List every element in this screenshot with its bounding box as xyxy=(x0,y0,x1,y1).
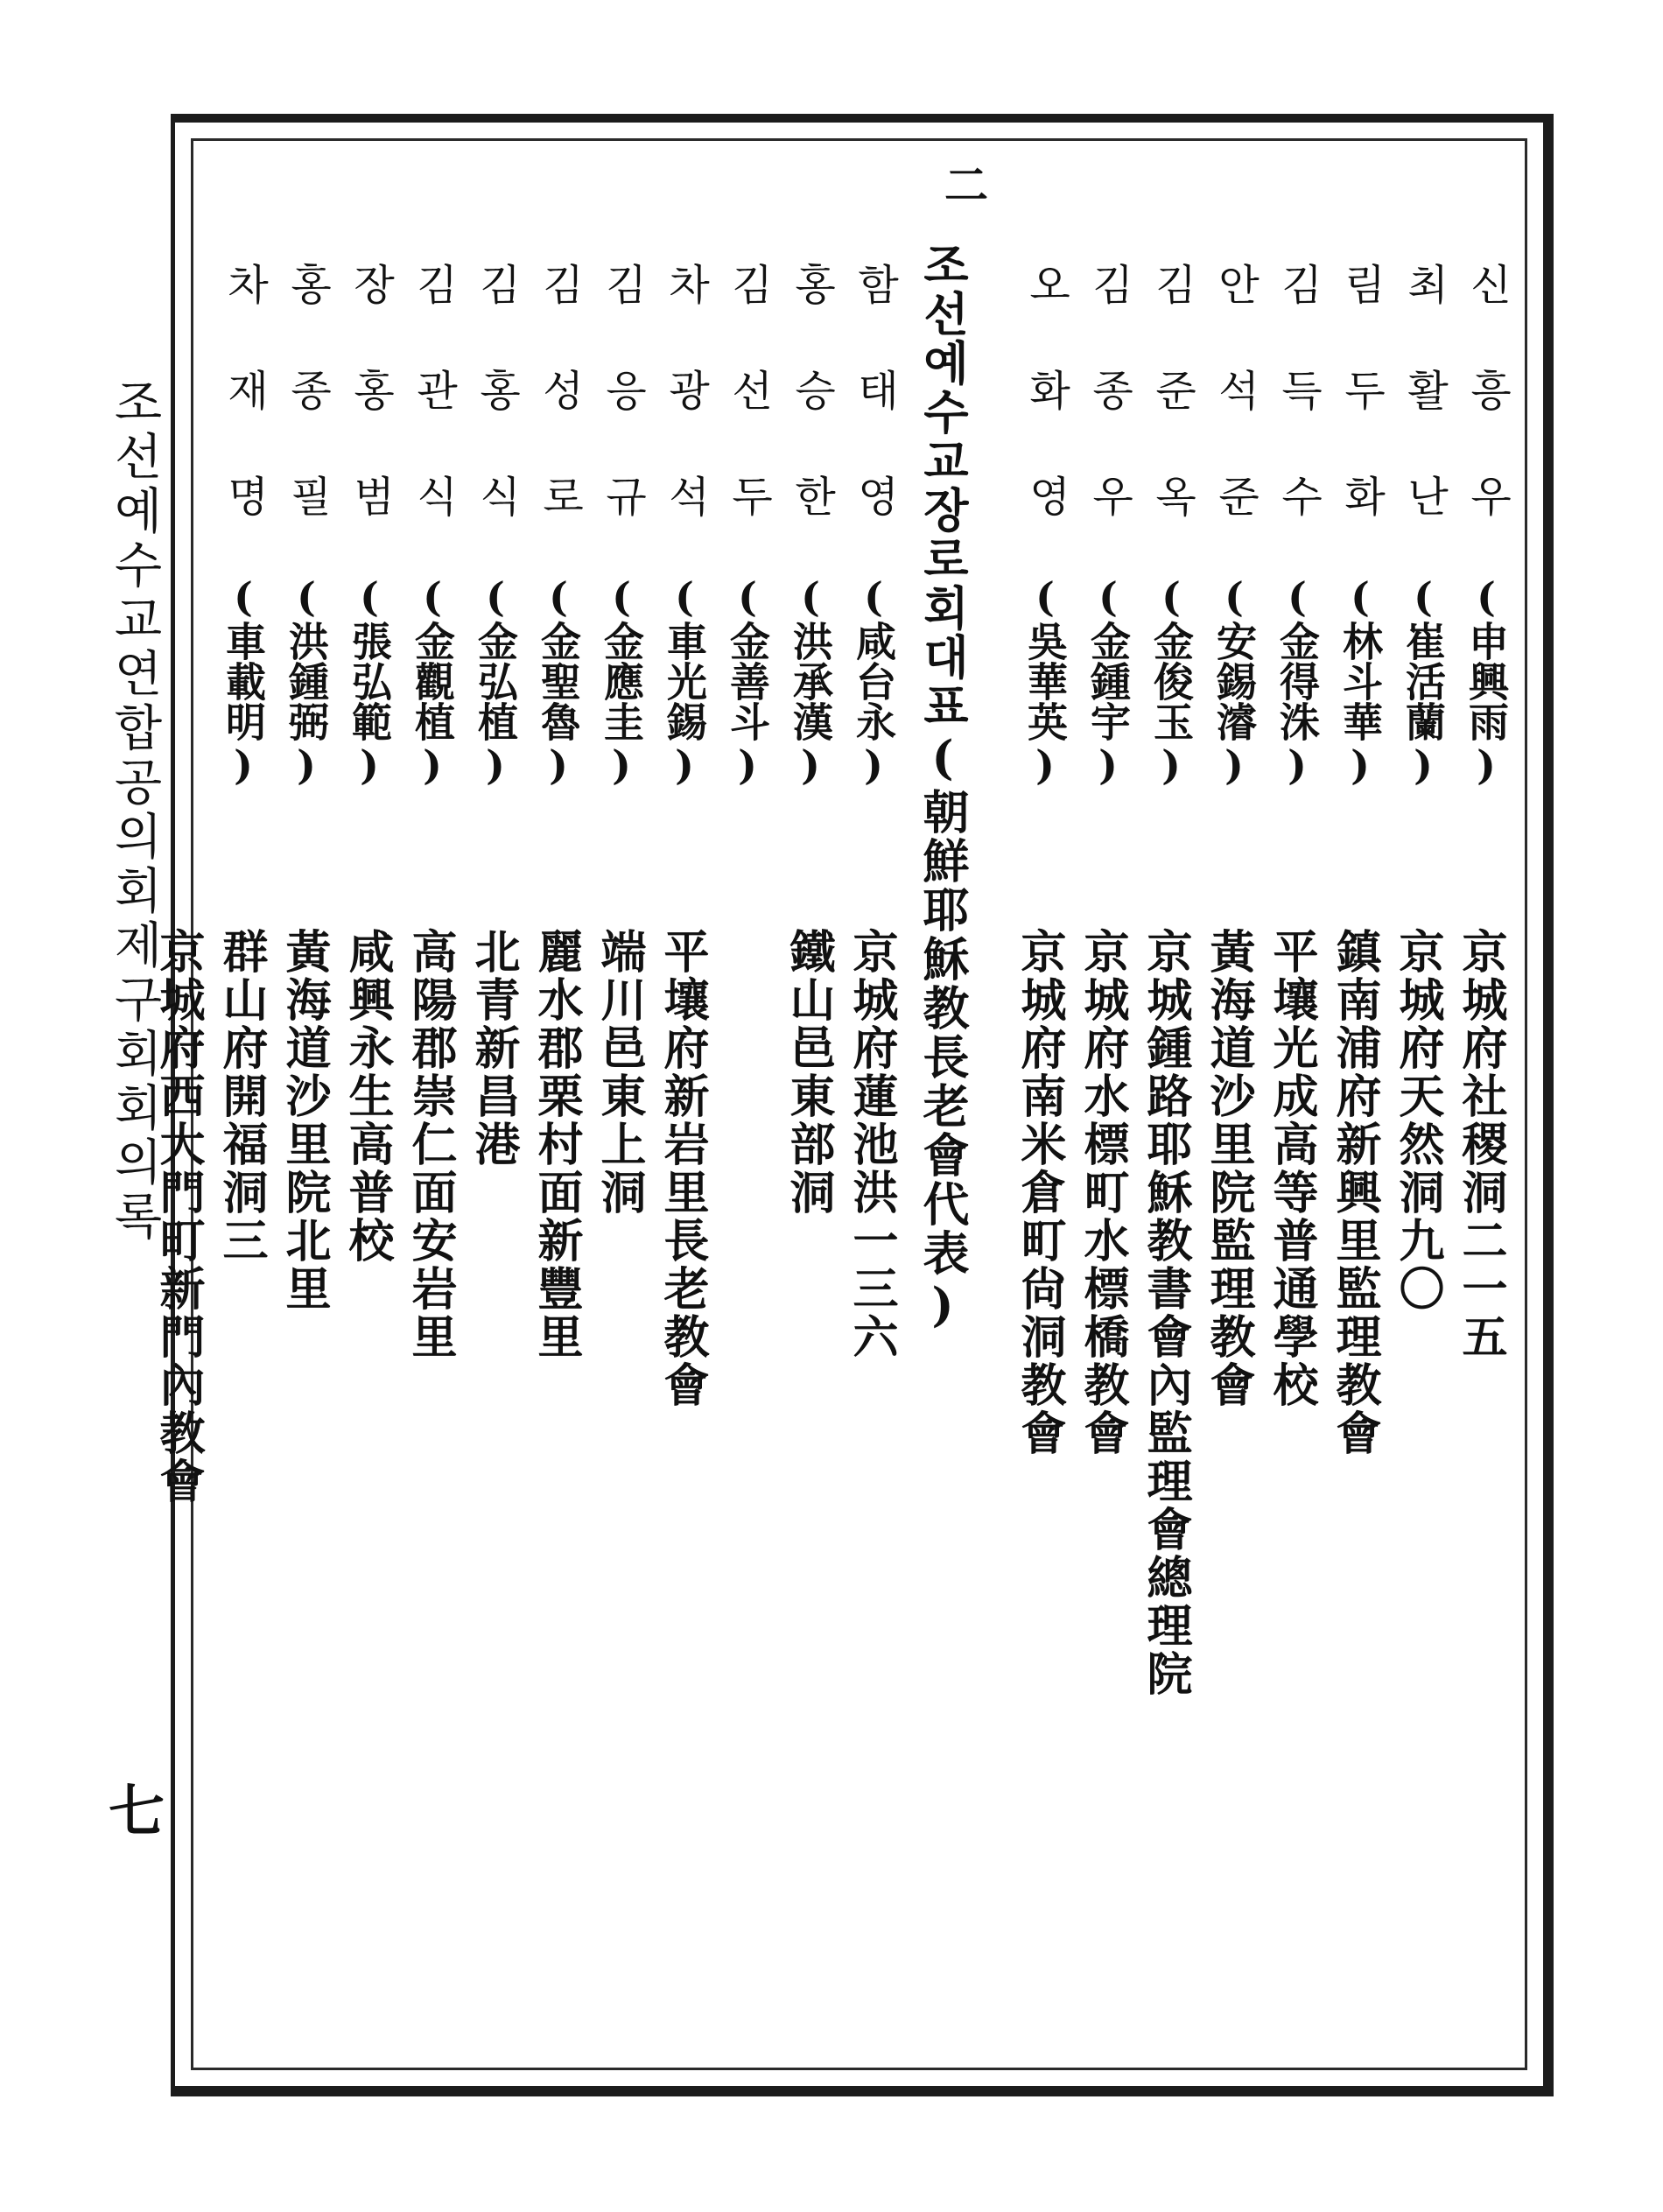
entry-address: 麗水郡栗村面新豐里 xyxy=(530,928,583,1361)
entry-address: 平壤光成高等普通學校 xyxy=(1265,928,1318,1409)
entry-hanja: (金弘植) xyxy=(472,573,519,789)
entry-hanja: (車光錫) xyxy=(661,573,708,789)
entry-name: 김준옥 xyxy=(1147,263,1196,580)
entry-hanja: (張弘範) xyxy=(346,573,393,789)
entry-hanja: (金鍾宇) xyxy=(1084,573,1132,789)
entry-name: 차재명 xyxy=(220,263,269,580)
entry-hanja: (洪承漢) xyxy=(787,573,834,789)
entry-address: 咸興永生高普校 xyxy=(340,928,394,1265)
entry-name: 림두화 xyxy=(1337,263,1386,580)
entry-name: 김종우 xyxy=(1084,263,1133,580)
entry-address: 鐵山邑東部洞 xyxy=(782,928,835,1217)
entry-address: 京城府社稷洞二一五 xyxy=(1454,928,1507,1361)
page-number: 七 xyxy=(99,1781,165,1837)
entry-hanja: (申興雨) xyxy=(1463,573,1510,789)
entry-hanja: (咸台永) xyxy=(850,573,897,789)
entry-address: 北青新昌港 xyxy=(467,928,520,1169)
entry-address: 京城府西大門町新門內教會 xyxy=(151,928,205,1506)
entry-name: 오화영 xyxy=(1021,263,1070,580)
entry-address: 端川邑東上洞 xyxy=(593,928,646,1217)
entry-address: 平壤府新岩里長老教會 xyxy=(656,928,709,1409)
entry-address: 京城鍾路耶穌教書會內監理會總理院 xyxy=(1139,928,1192,1698)
entry-name: 홍승한 xyxy=(787,263,836,580)
entry-address: 鎮南浦府新興里監理教會 xyxy=(1328,928,1381,1457)
entry-hanja: (金得洙) xyxy=(1274,573,1321,789)
entry-hanja: (崔活蘭) xyxy=(1400,573,1447,789)
entry-name: 김선두 xyxy=(724,263,773,580)
entry-hanja: (金觀植) xyxy=(409,573,456,789)
entry-hanja: (洪鍾弼) xyxy=(283,573,330,789)
entry-name: 차광석 xyxy=(661,263,710,580)
entry-name: 김응규 xyxy=(598,263,647,580)
entry-hanja: (金聖魯) xyxy=(535,573,582,789)
entry-address: 黃海道沙里院北里 xyxy=(277,928,331,1313)
entry-name: 함태영 xyxy=(850,263,899,580)
entry-name: 김관식 xyxy=(409,263,458,580)
entry-name: 김득수 xyxy=(1274,263,1323,580)
entry-hanja: (安錫濬) xyxy=(1210,573,1258,789)
entry-hanja: (吳華英) xyxy=(1021,573,1069,789)
entry-name: 김성로 xyxy=(535,263,584,580)
entry-name: 홍종필 xyxy=(283,263,332,580)
entry-address: 京城府蓮池洪一三六 xyxy=(845,928,898,1361)
entry-address: 高陽郡崇仁面安岩里 xyxy=(403,928,457,1361)
section-title: 조선예수교장로회대표(朝鮮耶穌教長老會代表) xyxy=(916,241,970,1335)
entry-name: 김홍식 xyxy=(472,263,521,580)
entry-hanja: (金俊玉) xyxy=(1147,573,1195,789)
entry-hanja: (林斗華) xyxy=(1337,573,1384,789)
entry-name: 최활난 xyxy=(1400,263,1449,580)
entry-address: 黃海道沙里院監理教會 xyxy=(1202,928,1255,1409)
entry-address: 京城府水標町水標橋教會 xyxy=(1076,928,1129,1457)
entry-name: 장홍범 xyxy=(346,263,395,580)
entry-hanja: (車載明) xyxy=(220,573,267,789)
entry-name: 안석준 xyxy=(1210,263,1260,580)
entry-address: 群山府開福洞三 xyxy=(214,928,268,1265)
entry-hanja: (金善斗) xyxy=(724,573,771,789)
entry-address: 京城府南米倉町尙洞教會 xyxy=(1013,928,1066,1457)
entry-name: 신흥우 xyxy=(1463,263,1512,580)
running-title: 조선예수교연합공의회제구회회의록 xyxy=(106,376,163,1245)
entry-address: 京城府天然洞九〇 xyxy=(1391,928,1444,1313)
section-number: 二 xyxy=(937,162,989,206)
entry-hanja: (金應圭) xyxy=(598,573,645,789)
